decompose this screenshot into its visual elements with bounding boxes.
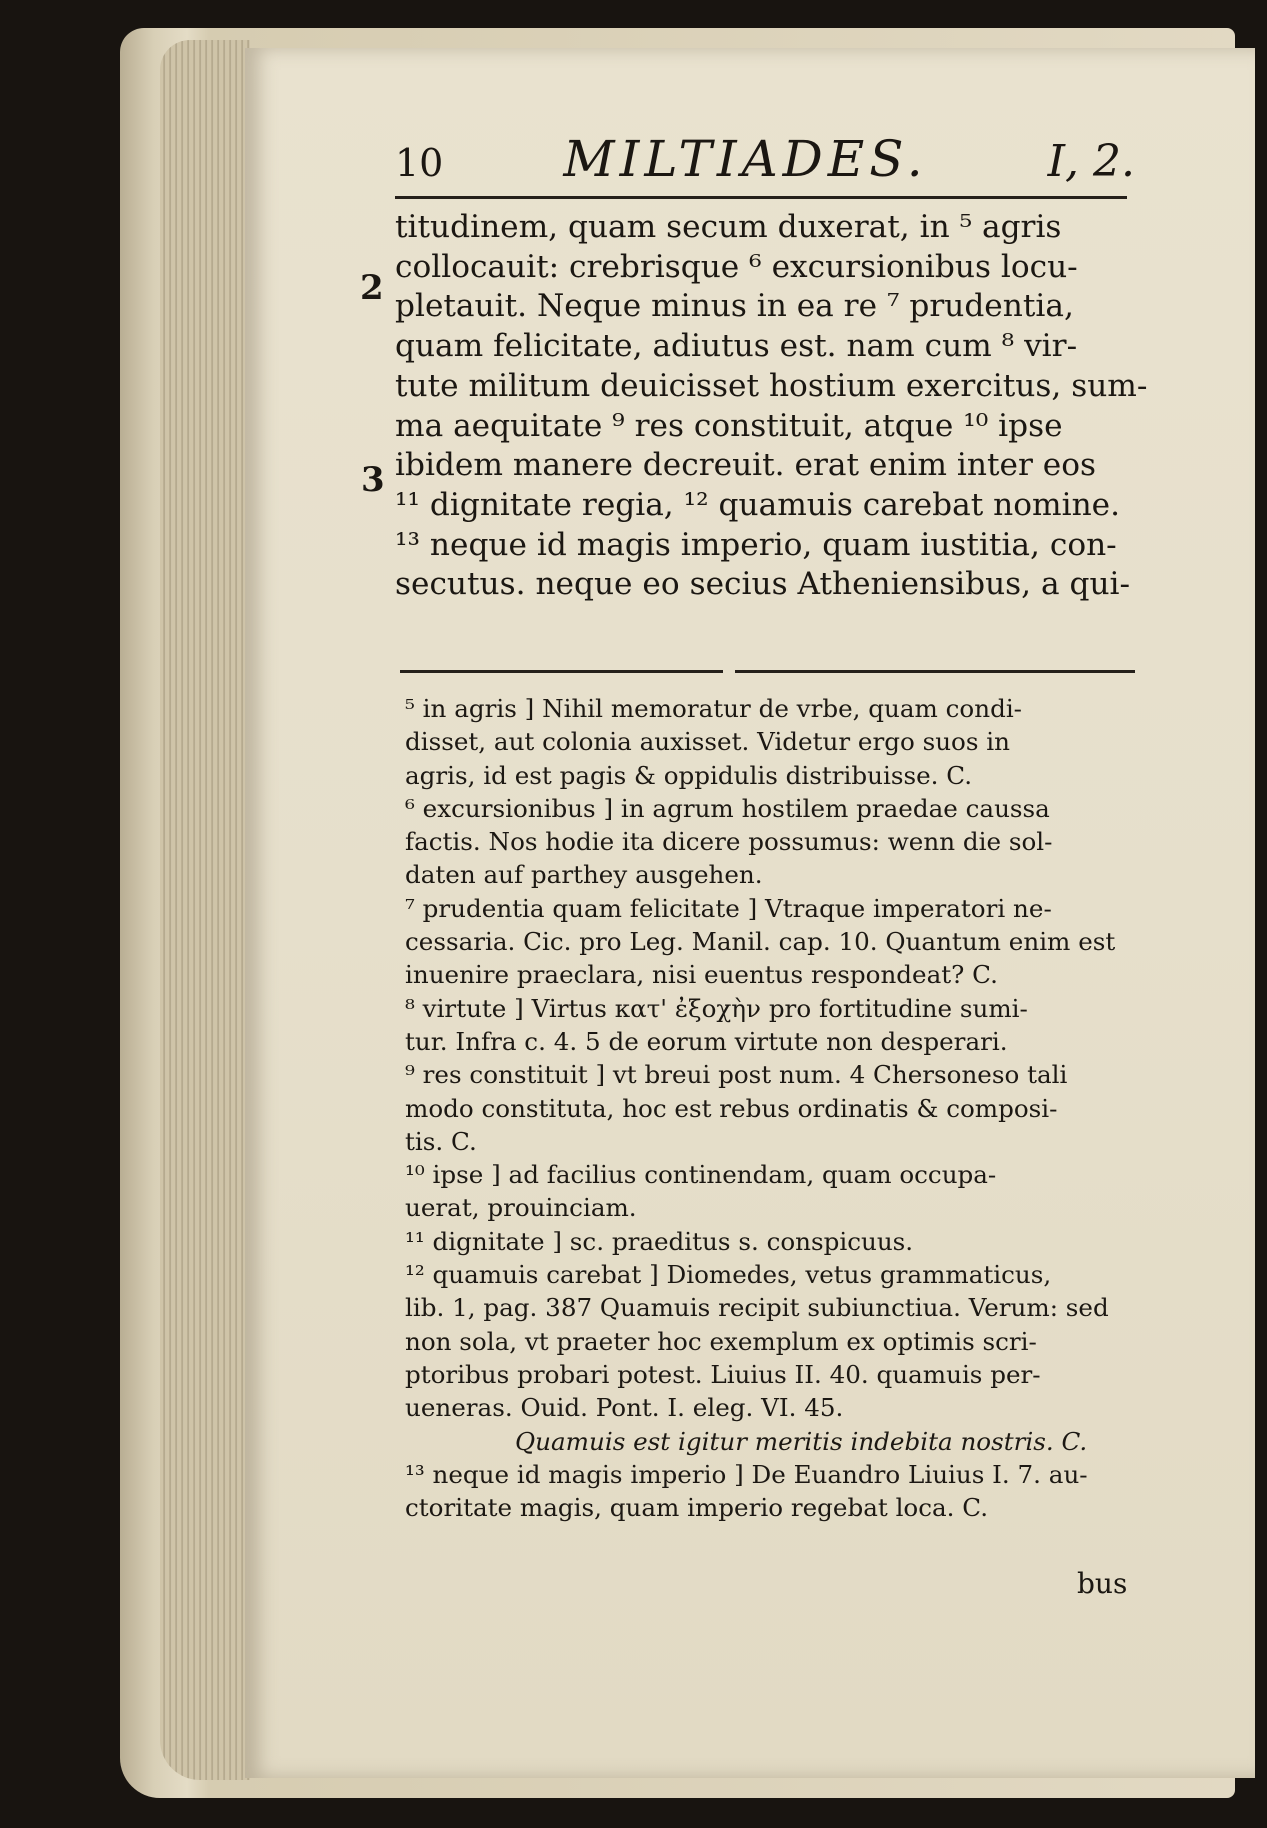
running-title: MILTIADES. <box>563 130 928 188</box>
text-line: quam felicitate, adiutus est. nam cum ⁸ vir- <box>395 328 1078 365</box>
text-line: secutus. neque eo secius Atheniensibus, a qui- <box>395 566 1131 603</box>
main-text-body <box>395 208 1148 605</box>
text-line: tute militum deuicisset hostium exercitus, sum- <box>395 367 1148 404</box>
footnote-line: non sola, vt praeter hoc exemplum ex optimis scri- <box>405 1326 1037 1356</box>
footnote-line: ⁹ res constituit ] vt breui post num. 4 Chersoneso tali <box>405 1060 1068 1090</box>
footnote-line: lib. 1, pag. 387 Quamuis recipit subiunctiua. Verum: sed <box>405 1293 1109 1323</box>
text-line: ma aequitate ⁹ res constituit, atque ¹⁰ ipse <box>395 407 1063 444</box>
footnote-line: disset, aut colonia auxisset. Videtur ergo suos in <box>405 727 1010 757</box>
header-rule <box>395 196 1127 199</box>
footnote-line: ⁸ virtute ] Virtus κατ' ἐξοχὴν pro fortitudine sumi- <box>405 993 1028 1023</box>
footnote-line: ⁵ in agris ] Nihil memoratur de vrbe, quam condi- <box>405 694 1022 723</box>
running-head <box>395 130 1135 190</box>
footnote-line: inuenire praeclara, nisi euentus respondeat? C. <box>405 960 998 990</box>
footnote-line: ¹³ neque id magis imperio ] De Euandro Liuius I. 7. au- <box>405 1459 1088 1489</box>
footnote-line: ⁷ prudentia quam felicitate ] Vtraque imperatori ne- <box>405 893 1052 923</box>
text-line: pletauit. Neque minus in ea re ⁷ prudentia, <box>395 288 1074 325</box>
footnote-line: tur. Infra c. 4. 5 de eorum virtute non desperari. <box>405 1026 1008 1056</box>
footnotes <box>405 692 1135 1524</box>
footnote-line: ¹² quamuis carebat ] Diomedes, vetus grammaticus, <box>405 1260 1052 1290</box>
footnote-line: ¹¹ dignitate ] sc. praeditus s. conspicuus. <box>405 1226 914 1256</box>
text-line: ¹¹ dignitate regia, ¹² quamuis carebat nomine. <box>395 486 1121 523</box>
footnote-line: ⁶ excursionibus ] in agrum hostilem praedae caussa <box>405 793 1050 823</box>
margin-section-number: 2 <box>360 268 384 308</box>
page-number: 10 <box>395 141 444 185</box>
catchword: bus <box>1077 1567 1128 1600</box>
chapter-reference: I, 2. <box>1047 136 1135 187</box>
footnote-line: ¹⁰ ipse ] ad facilius continendam, quam occupa- <box>405 1160 997 1190</box>
footnote-line: factis. Nos hodie ita dicere possumus: wenn die sol- <box>405 827 1053 857</box>
text-line: ibidem manere decreuit. erat enim inter eos <box>395 447 1097 484</box>
text-line: titudinem, quam secum duxerat, in ⁵ agris <box>395 209 1062 245</box>
footnote-line: tis. C. <box>405 1126 477 1156</box>
margin-section-number: 3 <box>361 460 385 500</box>
footnote-line: uerat, prouinciam. <box>405 1193 637 1223</box>
footnote-line: ptoribus probari potest. Liuius II. 40. quamuis per- <box>405 1359 1041 1389</box>
page-stack-edge <box>160 40 250 1780</box>
text-line: collocauit: crebrisque ⁶ excursionibus locu- <box>395 248 1078 285</box>
text-line: ¹³ neque id magis imperio, quam iustitia, con- <box>395 526 1117 563</box>
footnote-line: ueneras. Ouid. Pont. I. eleg. VI. 45. <box>405 1393 844 1423</box>
footnote-line: ctoritate magis, quam imperio regebat loca. C. <box>405 1493 989 1523</box>
footnote-line: daten auf parthey ausgehen. <box>405 860 763 890</box>
footnote-rule-right <box>735 670 1135 673</box>
footnote-rule-left <box>400 670 723 673</box>
footnote-line: cessaria. Cic. pro Leg. Manil. cap. 10. Quantum enim est <box>405 927 1116 957</box>
footnote-line: Quamuis est igitur meritis indebita nostris. C. <box>515 1426 1088 1456</box>
footnote-line: modo constituta, hoc est rebus ordinatis & composi- <box>405 1093 1058 1123</box>
footnote-line: agris, id est pagis & oppidulis distribuisse. C. <box>405 760 973 790</box>
